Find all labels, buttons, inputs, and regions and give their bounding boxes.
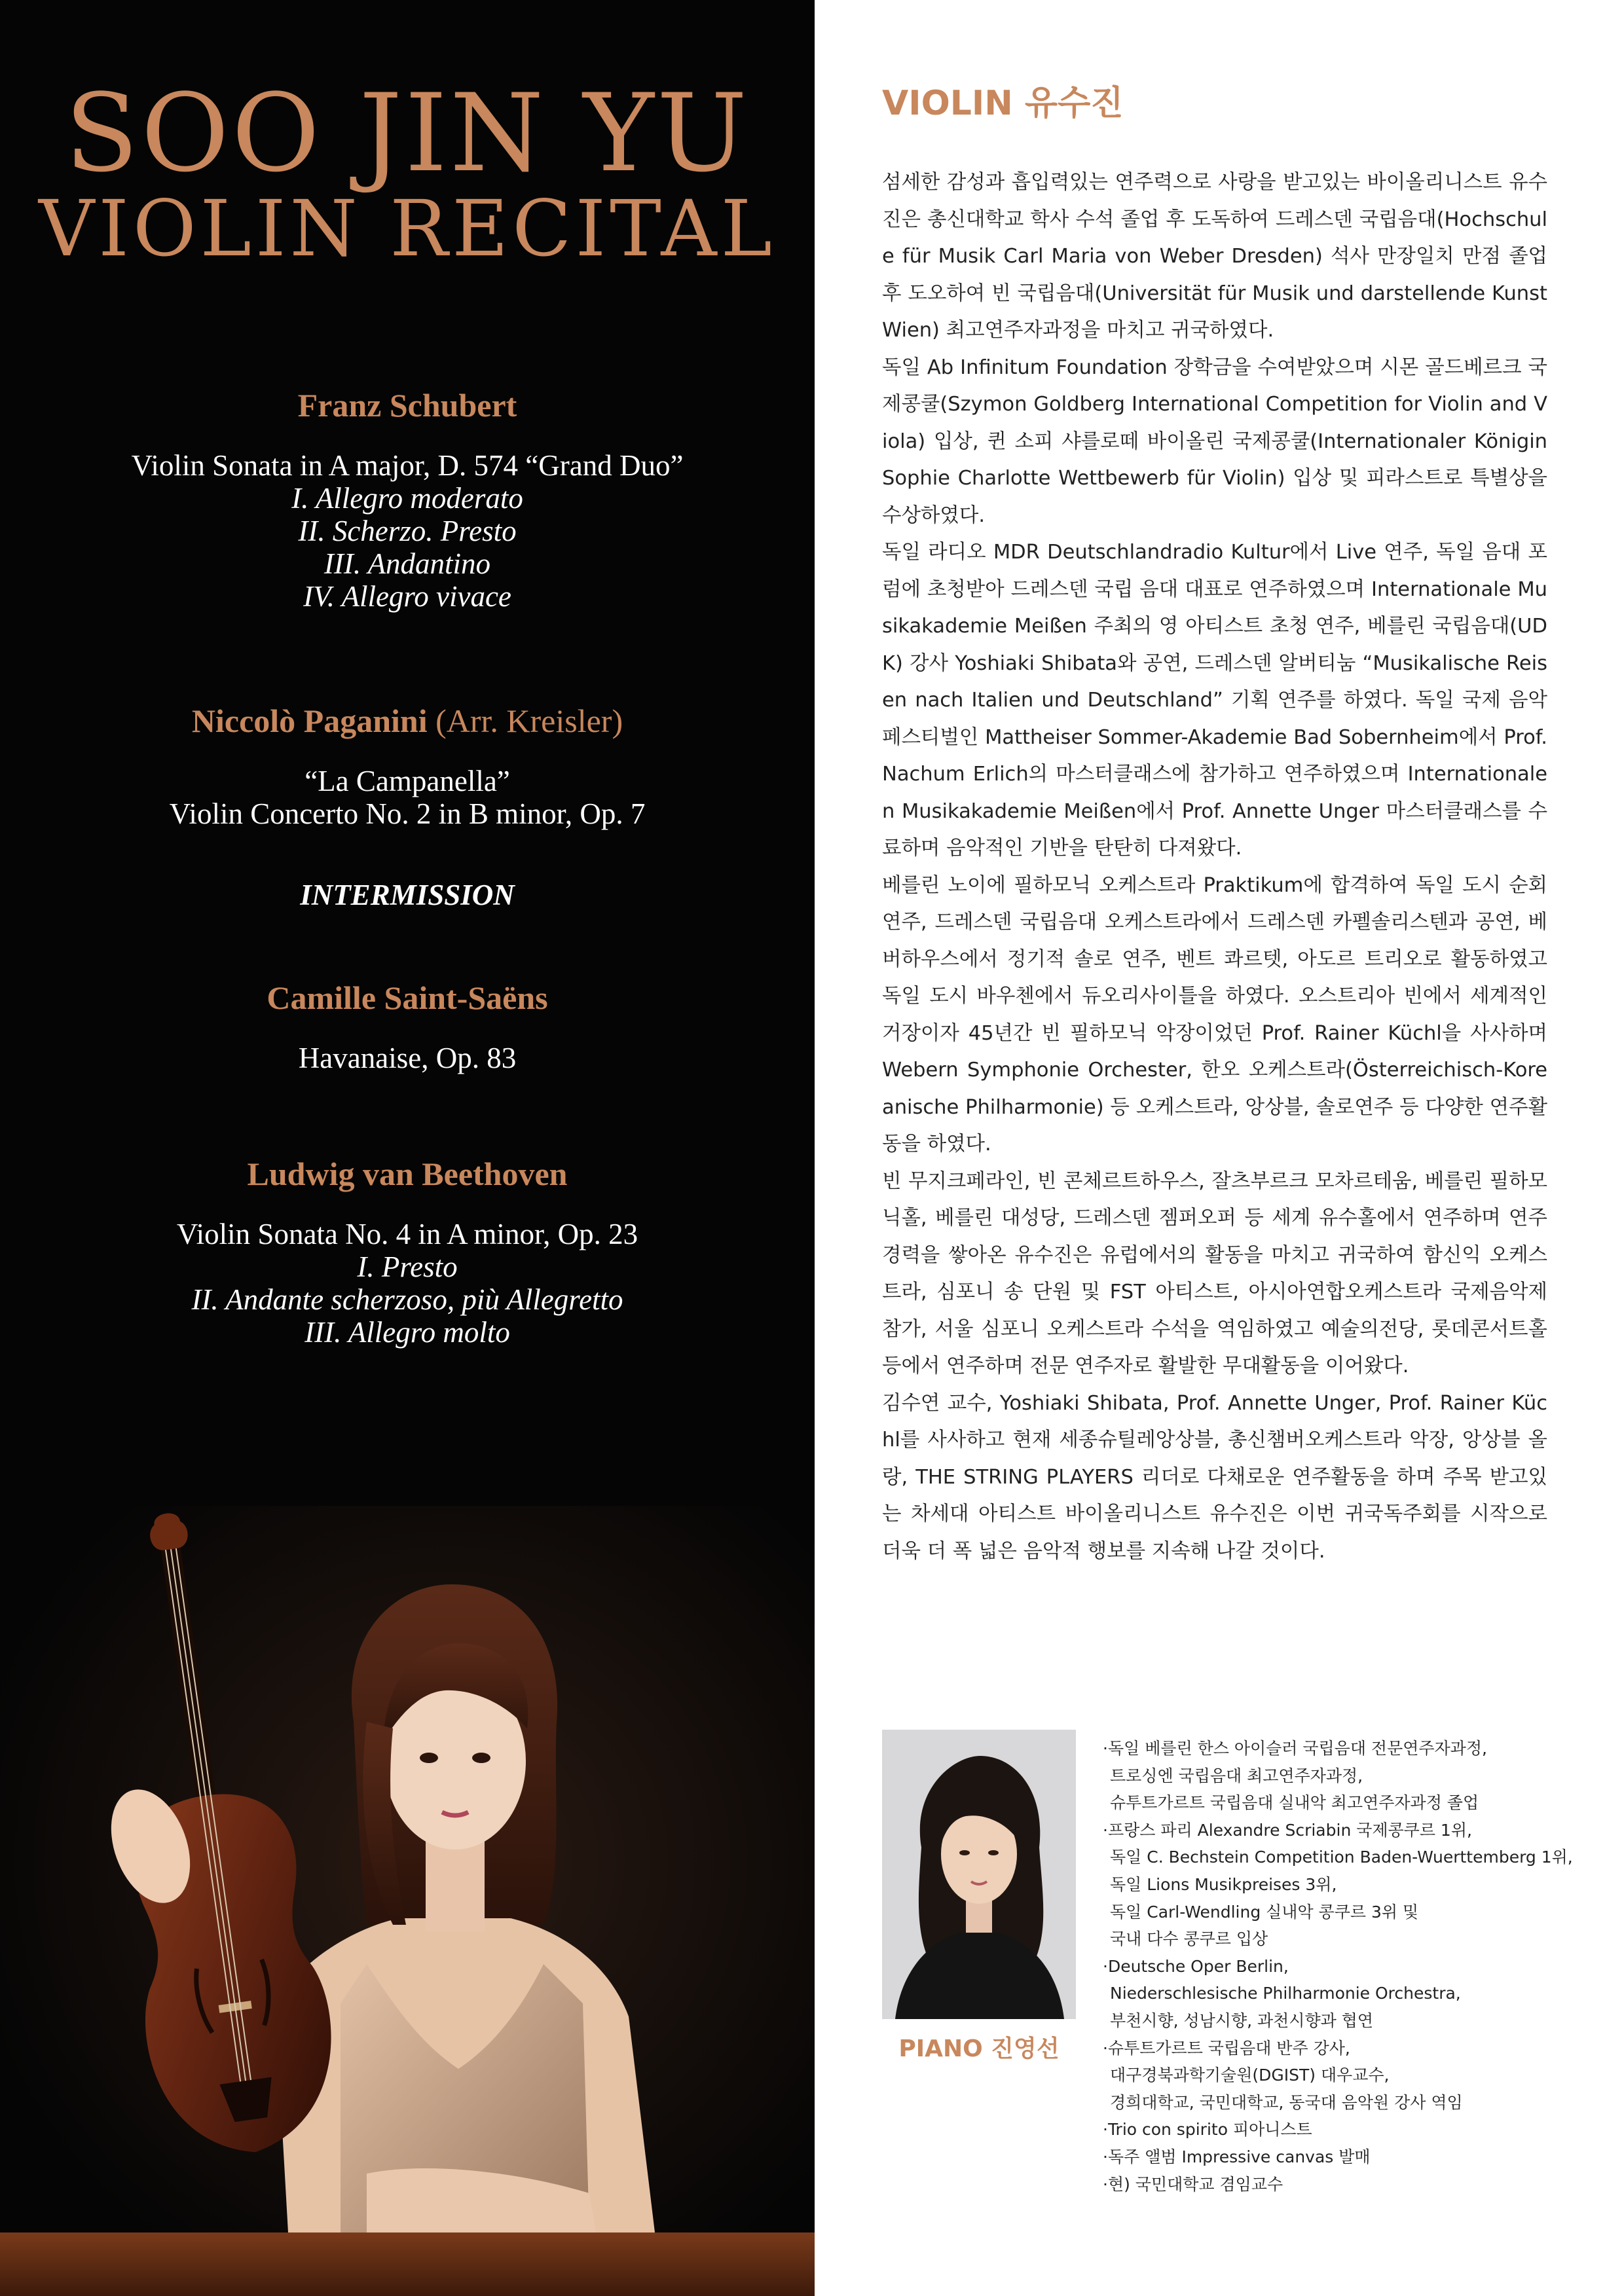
pianist-photo bbox=[882, 1730, 1076, 2019]
arranger-note: (Arr. Kreisler) bbox=[435, 702, 623, 739]
bio-paragraph: 독일 Ab Infinitum Foundation 장학금을 수여받았으며 시몬 골드베르크 국제콩쿨(Szymon Goldberg International Competition for Violin and Viola) 입상, 퀸 소피 샤를로떼 바이올린 국제콩쿨(Internationaler Königin Sophie Charlotte Wettbewerb für Violin) 입상 및 피라스트로 특별상을 수상하였다. bbox=[882, 355, 1547, 527]
composer-paganini bbox=[39, 701, 775, 740]
movement: III. Andantino bbox=[323, 547, 491, 580]
work-beethoven-sonata: Violin Sonata No. 4 in A minor, Op. 23 bbox=[176, 1218, 638, 1250]
violin-bio-heading: VIOLIN 유수진 bbox=[882, 84, 1124, 123]
cv-item: 대구경북과학기술원(DGIST) 대우교수, bbox=[1110, 2066, 1390, 2085]
work-la-campanella: “La Campanella” bbox=[304, 765, 510, 797]
cv-item: 부천시향, 성남시향, 과천시향과 협연 bbox=[1110, 2011, 1373, 2030]
cv-item: 독일 C. Bechstein Competition Baden-Wuerttemberg 1위, bbox=[1110, 1848, 1573, 1867]
cv-item: ·Trio con spirito 피아니스트 bbox=[1103, 2120, 1312, 2140]
composer-beethoven: Ludwig van Beethoven bbox=[247, 1156, 568, 1192]
recital-title-subtitle: VIOLIN RECITAL bbox=[38, 183, 776, 274]
cv-item: Niederschlesische Philharmonie Orchestra, bbox=[1110, 1984, 1461, 2003]
bio-paragraph: 빈 무지크페라인, 빈 콘체르트하우스, 잘츠부르크 모차르테움, 베를린 필하모닉홀, 베를린 대성당, 드레스덴 젬퍼오퍼 등 세계 유수홀에서 연주하며 연주경력을 쌓아온 유수진은 유럽에서의 활동을 마치고 귀국하여 함신익 오케스트라, 심포니 송 단원 및 FST 아티스트, 아시아연합오케스트라 국제음악제 참가, 서울 심포니 오케스트라 수석을 역임하였고 예술의전당, 롯데콘서트홀 등에서 연주하며 전문 연주자로 활발한 무대활동을 이어왔다. bbox=[882, 1169, 1547, 1377]
cv-item: ·현) 국민대학교 겸임교수 bbox=[1103, 2174, 1283, 2194]
cv-item: 국내 다수 콩쿠르 입상 bbox=[1110, 1929, 1268, 1949]
cv-item: ·슈투트가르트 국립음대 반주 강사, bbox=[1103, 2038, 1350, 2058]
cv-item: ·Deutsche Oper Berlin, bbox=[1103, 1956, 1289, 1976]
bio-paragraph: 섬세한 감성과 흡입력있는 연주력으로 사랑을 받고있는 바이올리니스트 유수진은 총신대학교 학사 수석 졸업 후 도독하여 드레스덴 국립음대(Hochschule für Musik Carl Maria von Weber Dresden) 석사 만장일치 만점 졸업 후 도오하여 빈 국립음대(Universität für Musik und darstellende Kunst Wien) 최고연주자과정을 마치고 귀국하였다. bbox=[882, 171, 1547, 342]
intermission-label: INTERMISSION bbox=[300, 879, 515, 911]
movement: II. Andante scherzoso, più Allegretto bbox=[191, 1283, 623, 1316]
movement: IV. Allegro vivace bbox=[303, 580, 511, 613]
bio-paragraph: 베를린 노이에 필하모닉 오케스트라 Praktikum에 합격하여 독일 도시 순회 연주, 드레스덴 국립음대 오케스트라에서 드레스덴 카펠솔리스텐과 공연, 베버하우스에서 정기적 솔로 연주, 벤트 콰르텟, 아도르 트리오로 활동하였고 독일 도시 바우첸에서 듀오리사이틀을 하였다. 오스트리아 빈에서 세계적인 거장이자 45년간 빈 필하모닉 악장이었던 Prof. Rainer Küchl을 사사하며 Webern Symphonie Orchester, 한오 오케스트라(Österreichisch-Koreanische Philharmonie) 등 오케스트라, 앙상블, 솔로연주 등 다양한 연주활동을 하였다. bbox=[882, 873, 1547, 1156]
cv-item: 독일 Carl-Wendling 실내악 콩쿠르 3위 및 bbox=[1110, 1902, 1419, 1922]
movement: I. Allegro moderato bbox=[291, 482, 523, 515]
movement: II. Scherzo. Presto bbox=[298, 515, 517, 547]
composer-saint-saens: Camille Saint-Saëns bbox=[267, 979, 548, 1016]
violin-bio-text bbox=[882, 164, 1547, 1570]
recital-title-name: SOO JIN YU bbox=[64, 71, 750, 196]
work-paganini-concerto: Violin Concerto No. 2 in B minor, Op. 7 bbox=[169, 797, 646, 830]
cv-item: 트로싱엔 국립음대 최고연주자과정, bbox=[1110, 1766, 1363, 1785]
cv-item: 독일 Lions Musikpreises 3위, bbox=[1110, 1874, 1337, 1894]
cv-item: ·독주 앨범 Impressive canvas 발매 bbox=[1103, 2147, 1371, 2166]
cv-item: 슈투트가르트 국립음대 실내악 최고연주자과정 졸업 bbox=[1110, 1793, 1479, 1813]
movement: I. Presto bbox=[357, 1250, 458, 1283]
cv-item: ·독일 베를린 한스 아이슬러 국립음대 전문연주자과정, bbox=[1103, 1739, 1487, 1758]
bio-paragraph: 독일 라디오 MDR Deutschlandradio Kultur에서 Live 연주, 독일 음대 포럼에 초청받아 드레스덴 국립 음대 대표로 연주하였으며 Internationale Musikakademie Meißen 주최의 영 아티스트 초청 연주, 베를린 국립음대(UDK) 강사 Yoshiaki Shibata와 공연, 드레스덴 알버티눔 “Musikalische Reisen nach Italien und Deutschland” 기획 연주를 하였다. 독일 국제 음악페스티벌인 Mattheiser Sommer-Akademie Bad Sobernheim에서 Prof. Nachum Erlich의 마스터클래스에 참가하고 연주하였으며 Internationalen Musikakademie Meißen에서 Prof. Annette Unger 마스터클래스를 수료하며 음악적인 기반을 탄탄히 다져왔다. bbox=[882, 541, 1547, 860]
composer-name: Niccolò Paganini bbox=[191, 702, 428, 739]
violinist-photo bbox=[0, 1506, 815, 2296]
piano-heading: PIANO 진영선 bbox=[898, 2035, 1060, 2062]
cv-item: ·프랑스 파리 Alexandre Scriabin 국제콩쿠르 1위, bbox=[1103, 1820, 1472, 1840]
pianist-cv-list bbox=[1103, 1735, 1587, 2198]
program-list bbox=[39, 386, 775, 1349]
work-schubert-sonata: Violin Sonata in A major, D. 574 “Grand Duo” bbox=[131, 449, 684, 482]
movement: III. Allegro molto bbox=[304, 1316, 510, 1349]
cv-item: 경희대학교, 국민대학교, 동국대 음악원 강사 역임 bbox=[1110, 2092, 1463, 2112]
bio-paragraph: 김수연 교수, Yoshiaki Shibata, Prof. Annette Unger, Prof. Rainer Küchl를 사사하고 현재 세종슈틸레앙상블, 총신챔버오케스트라 악장, 앙상블 올랑, THE STRING PLAYERS 리더로 다채로운 연주활동을 하며 주목 받고있는 차세대 아티스트 바이올리니스트 유수진은 이번 귀국독주회를 시작으로 더욱 더 폭 넓은 음악적 행보를 지속해 나갈 것이다. bbox=[882, 1391, 1547, 1563]
work-havanaise: Havanaise, Op. 83 bbox=[298, 1042, 517, 1074]
composer-schubert: Franz Schubert bbox=[297, 387, 517, 424]
